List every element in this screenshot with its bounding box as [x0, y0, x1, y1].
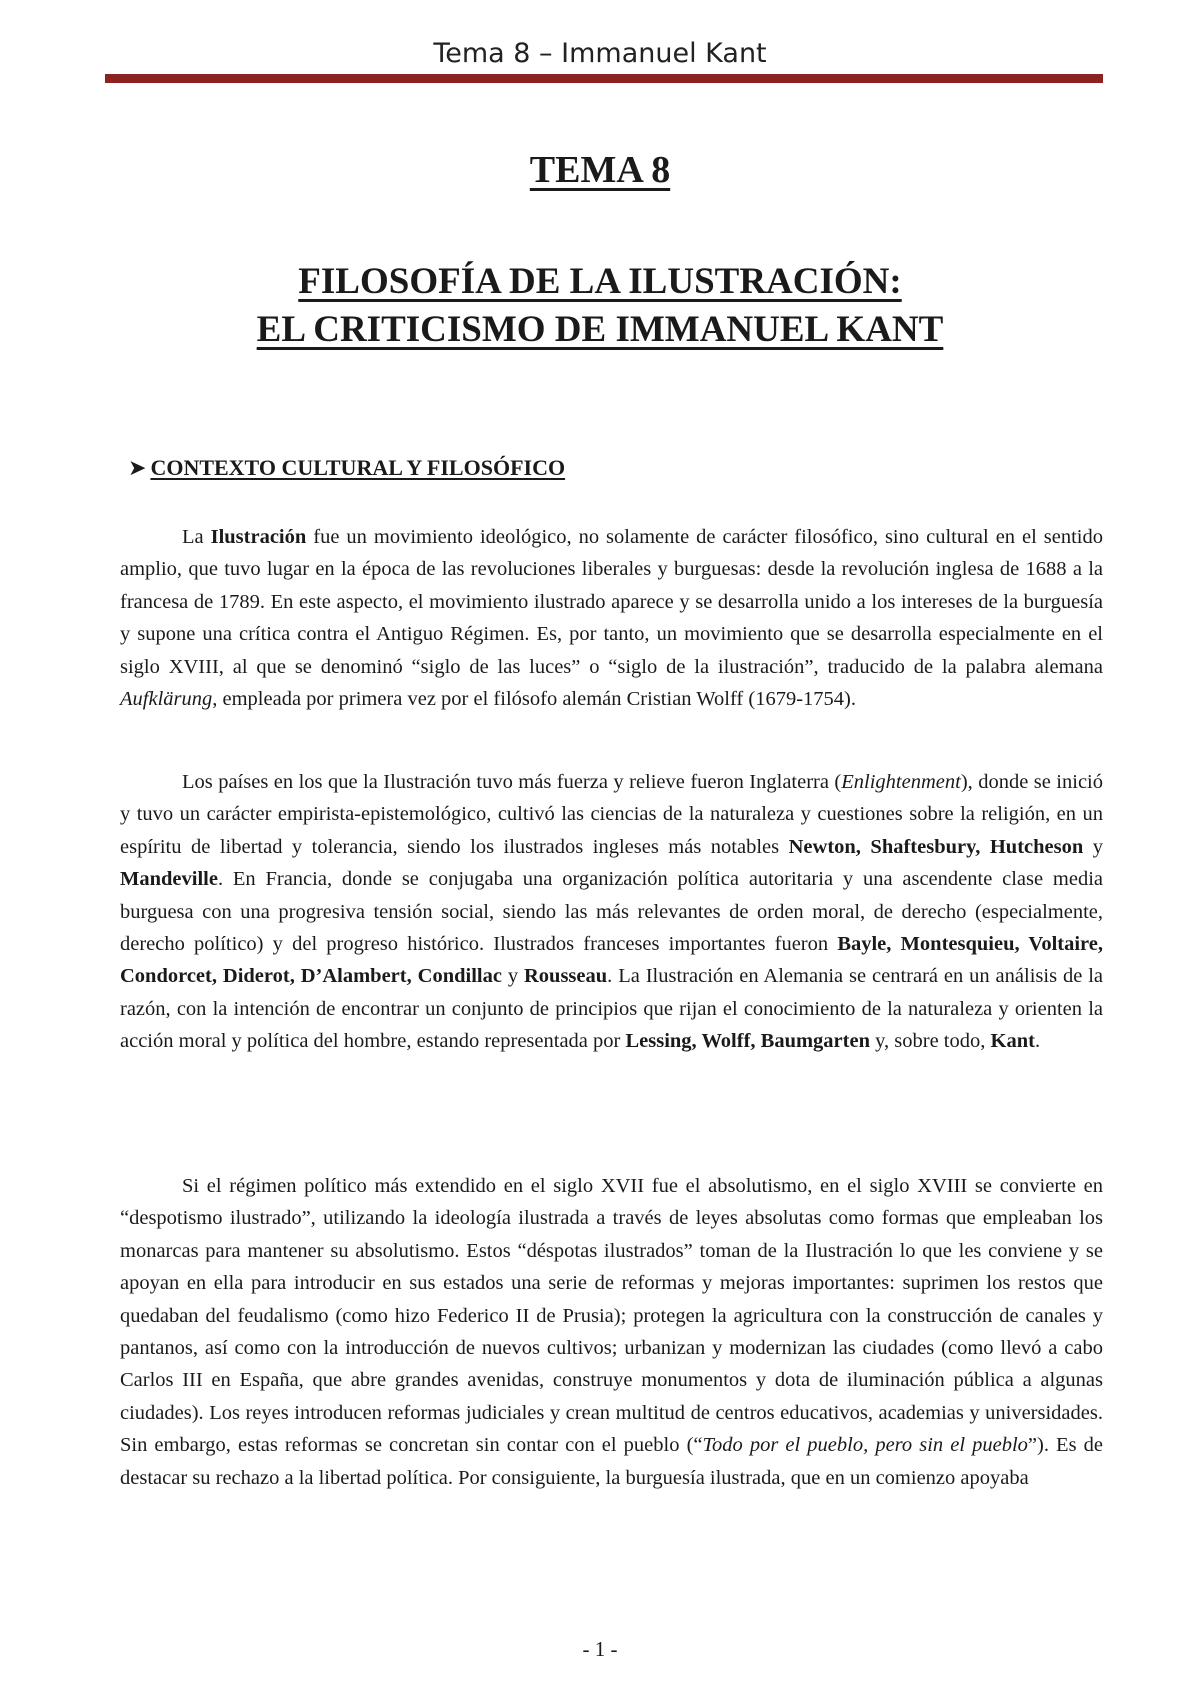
paragraph-3: [120, 1170, 1103, 1494]
document-subtitle-line-1: FILOSOFÍA DE LA ILUSTRACIÓN:: [298, 261, 902, 302]
text-run: fue un movimiento ideológico, no solamente de carácter filosófico, sino cultural en el sentido amplio, que tuvo lugar en la época de las revoluciones liberales y burguesas: desde la revolución inglesa de 1688 a la francesa de 1789. En este aspecto, el movimiento ilustrado aparece y se desarrolla unido a los intereses de la burguesía y supone una crítica contra el Antiguo Régimen. Es, por tanto, un movimiento que se desarrolla especialmente en el siglo XVIII, al que se denominó “siglo de las luces” o “siglo de la ilustración”, traducido de la palabra alemana: [120, 526, 1103, 678]
paragraph-1: [120, 521, 1103, 715]
text-run: . En Francia, donde se conjugaba una organización política autoritaria y una ascendente clase media burguesa con una progresiva tensión social, siendo las más relevantes de orden moral, de derecho (especialmente, derecho político) y del progreso histórico. Ilustrados franceses importantes fueron: [120, 868, 1103, 956]
arrowhead-bullet-icon: ➤: [128, 456, 147, 481]
bold-names: Bayle, Montesquieu, Voltaire, Condorcet, Diderot, D’Alambert, Condillac: [120, 933, 1103, 988]
text-run: ”). Es de destacar su rechazo a la libertad política. Por consiguiente, la burguesía ilustrada, que en un comienzo apoyaba: [120, 1434, 1103, 1489]
italic-term: Aufklärung: [120, 688, 213, 711]
bold-term: Ilustración: [210, 526, 307, 548]
page-number: - 1 -: [582, 1637, 618, 1661]
header-rule: [105, 74, 1103, 83]
text-run: y: [501, 965, 524, 988]
italic-term: Enlightenment: [841, 771, 961, 793]
text-run: , empleada por primera vez por el filósofo alemán Cristian Wolff (1679-1754).: [212, 688, 856, 711]
section-heading-label: CONTEXTO CULTURAL Y FILOSÓFICO: [150, 455, 566, 480]
section-heading: [128, 455, 565, 481]
italic-quote: Todo por el pueblo, pero sin el pueblo: [702, 1434, 1028, 1457]
text-run: Los países en los que la Ilustración tuvo más fuerza y relieve fueron Inglaterra (: [182, 771, 842, 793]
text-run: .: [1034, 1030, 1041, 1053]
bold-names: Mandeville: [120, 868, 218, 891]
document-subtitle-line-2: EL CRITICISMO DE IMMANUEL KANT: [256, 309, 944, 350]
bold-names: Lessing, Wolff, Baumgarten: [625, 1030, 870, 1053]
text-run: y, sobre todo,: [869, 1030, 991, 1053]
text-run: ), donde se inició y tuvo un carácter empirista-epistemológico, cultivó las ciencias de la naturaleza y cuestiones sobre la religión, en un espíritu de libertad y tolerancia, siendo los ilustrados ingleses más notables: [120, 771, 1103, 858]
text-run: . La Ilustración en Alemania se centrará en un análisis de la razón, con la intención de encontrar un conjunto de principios que rijan el conocimiento de la naturaleza y orienten la acción moral y política del hombre, estando representada por: [120, 965, 1104, 1053]
text-run: La: [182, 526, 211, 548]
document-title: TEMA 8: [529, 149, 671, 191]
bold-names: Kant: [990, 1030, 1035, 1053]
paragraph-2: [120, 766, 1103, 1058]
bold-names: Rousseau: [524, 965, 608, 988]
text-run: y: [1083, 835, 1104, 858]
text-run: Si el régimen político más extendido en el siglo XVII fue el absolutismo, en el siglo XVIII se convierte en “despotismo ilustrado”, utilizando la ideología ilustrada a través de leyes absolutas como formas que empleaban los monarcas para mantener su absolutismo. Estos “déspotas ilustrados” toman de la Ilustración lo que les conviene y se apoyan en ella para introducir en sus estados una serie de reformas y mejoras importantes: suprimen los restos que quedaban del feudalismo (como hizo Federico II de Prusia); protegen la agricultura con la construcción de canales y pantanos, así como con la introducción de nuevos cultivos; urbanizan y modernizan las ciudades (como llevó a cabo Carlos III en España, que abre grandes avenidas, construye monumentos y dota de iluminación pública a algunas ciudades). Los reyes introducen reformas judiciales y crean multitud de centros educativos, academias y universidades. Sin embargo, estas reformas se concretan sin contar con el pueblo (“: [120, 1175, 1103, 1457]
running-header: Tema 8 – Immanuel Kant: [433, 38, 767, 69]
bold-names: Newton, Shaftesbury, Hutcheson: [788, 835, 1084, 858]
